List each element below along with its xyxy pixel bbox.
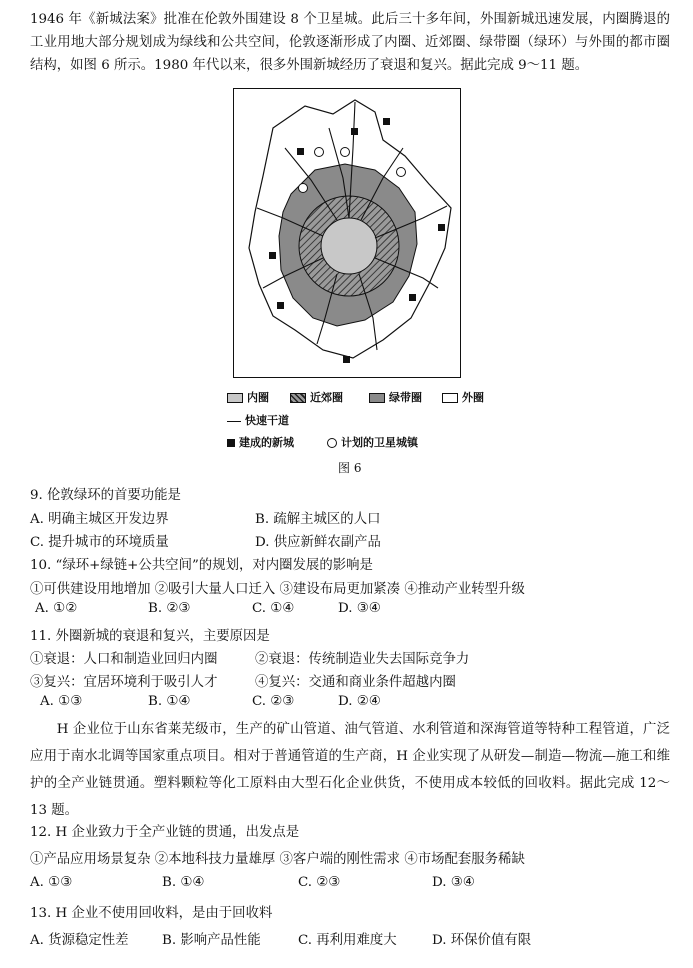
legend-road: 快速干道 (227, 412, 289, 428)
q10-items: ①可供建设用地增加 ②吸引大量人口迁入 ③建设布局更加紧凑 ④推动产业转型升级 (30, 582, 525, 597)
q11-item-4: ④复兴：交通和商业条件超越内圈 (255, 675, 456, 690)
q10-option-d: D. ③④ (338, 601, 381, 616)
q11-option-b: B. ①④ (148, 694, 191, 709)
q12-option-d: D. ③④ (432, 875, 475, 890)
legend-green: 绿带圈 (369, 389, 422, 405)
legend-built: 建成的新城 (227, 434, 294, 450)
q9-option-d: D. 供应新鲜农副产品 (255, 535, 381, 550)
intro-paragraph-2: H 企业位于山东省莱芜级市，生产的矿山管道、油气管道、水利管道和深海管道等特种工程管道，广泛应用于南水北调等国家重点项目。相对于普通管道的生产商，H 企业实现了从研发—制造—物流—施工和维护的全产业链贯通。塑料颗粒等化工原料由大型石化企业供货，不使用成本较低的回收料。据此完成 12～13 题。 (30, 722, 670, 818)
q12-option-a: A. ①③ (30, 875, 73, 890)
q9-option-b: B. 疏解主城区的人口 (255, 512, 381, 527)
q10-option-b: B. ②③ (148, 601, 191, 616)
legend-inner: 内圈 (227, 389, 269, 405)
q9-option-a: A. 明确主城区开发边界 (30, 512, 169, 527)
q10-option-c: C. ①④ (252, 601, 295, 616)
q11-option-c: C. ②③ (252, 694, 295, 709)
q9-stem: 9. 伦敦绿环的首要功能是 (30, 488, 181, 503)
figure-caption: 图 6 (338, 461, 362, 475)
q13-stem: 13. H 企业不使用回收料，是由于回收料 (30, 906, 273, 921)
q13-option-b: B. 影响产品性能 (162, 933, 261, 948)
q11-item-3: ③复兴：宜居环境利于吸引人才 (30, 675, 218, 690)
q11-item-1: ①衰退：人口和制造业回归内圈 (30, 652, 218, 667)
q13-option-c: C. 再利用难度大 (298, 933, 397, 948)
q11-item-2: ②衰退：传统制造业失去国际竞争力 (255, 652, 470, 667)
q12-option-c: C. ②③ (298, 875, 341, 890)
legend-outer: 外圈 (442, 389, 484, 405)
q9-option-c: C. 提升城市的环境质量 (30, 535, 169, 550)
q10-option-a: A. ①② (35, 601, 78, 616)
q13-option-d: D. 环保价值有限 (432, 933, 532, 948)
q11-stem: 11. 外圈新城的衰退和复兴，主要原因是 (30, 629, 270, 644)
q13-option-a: A. 货源稳定性差 (30, 933, 129, 948)
legend-suburb: 近郊圈 (290, 389, 343, 405)
q12-items: ①产品应用场景复杂 ②本地科技力量雄厚 ③客户端的刚性需求 ④市场配套服务稀缺 (30, 852, 525, 867)
legend-planned: 计划的卫星城镇 (327, 434, 418, 450)
q12-option-b: B. ①④ (162, 875, 205, 890)
q11-option-d: D. ②④ (338, 694, 381, 709)
q10-stem: 10. “绿环+绿链+公共空间”的规划，对内圈发展的影响是 (30, 558, 373, 573)
q12-stem: 12. H 企业致力于全产业链的贯通，出发点是 (30, 825, 300, 840)
intro-paragraph-1: 1946 年《新城法案》批准在伦敦外围建设 8 个卫星城。此后三十多年间，外围新城迅速发展，内圈腾退的工业用地大部分规划成为绿线和公共空间，伦敦逐渐形成了内圈、近郊圈、绿带圈（绿环）与外围的都市圈结构，如图 6 所示。1980 年代以来，很多外围新城经历了衰退和复兴。据此完成 9～11 题。 (30, 12, 670, 73)
q11-option-a: A. ①③ (40, 694, 83, 709)
london-metro-map (233, 88, 461, 378)
inner-zone (321, 218, 377, 274)
